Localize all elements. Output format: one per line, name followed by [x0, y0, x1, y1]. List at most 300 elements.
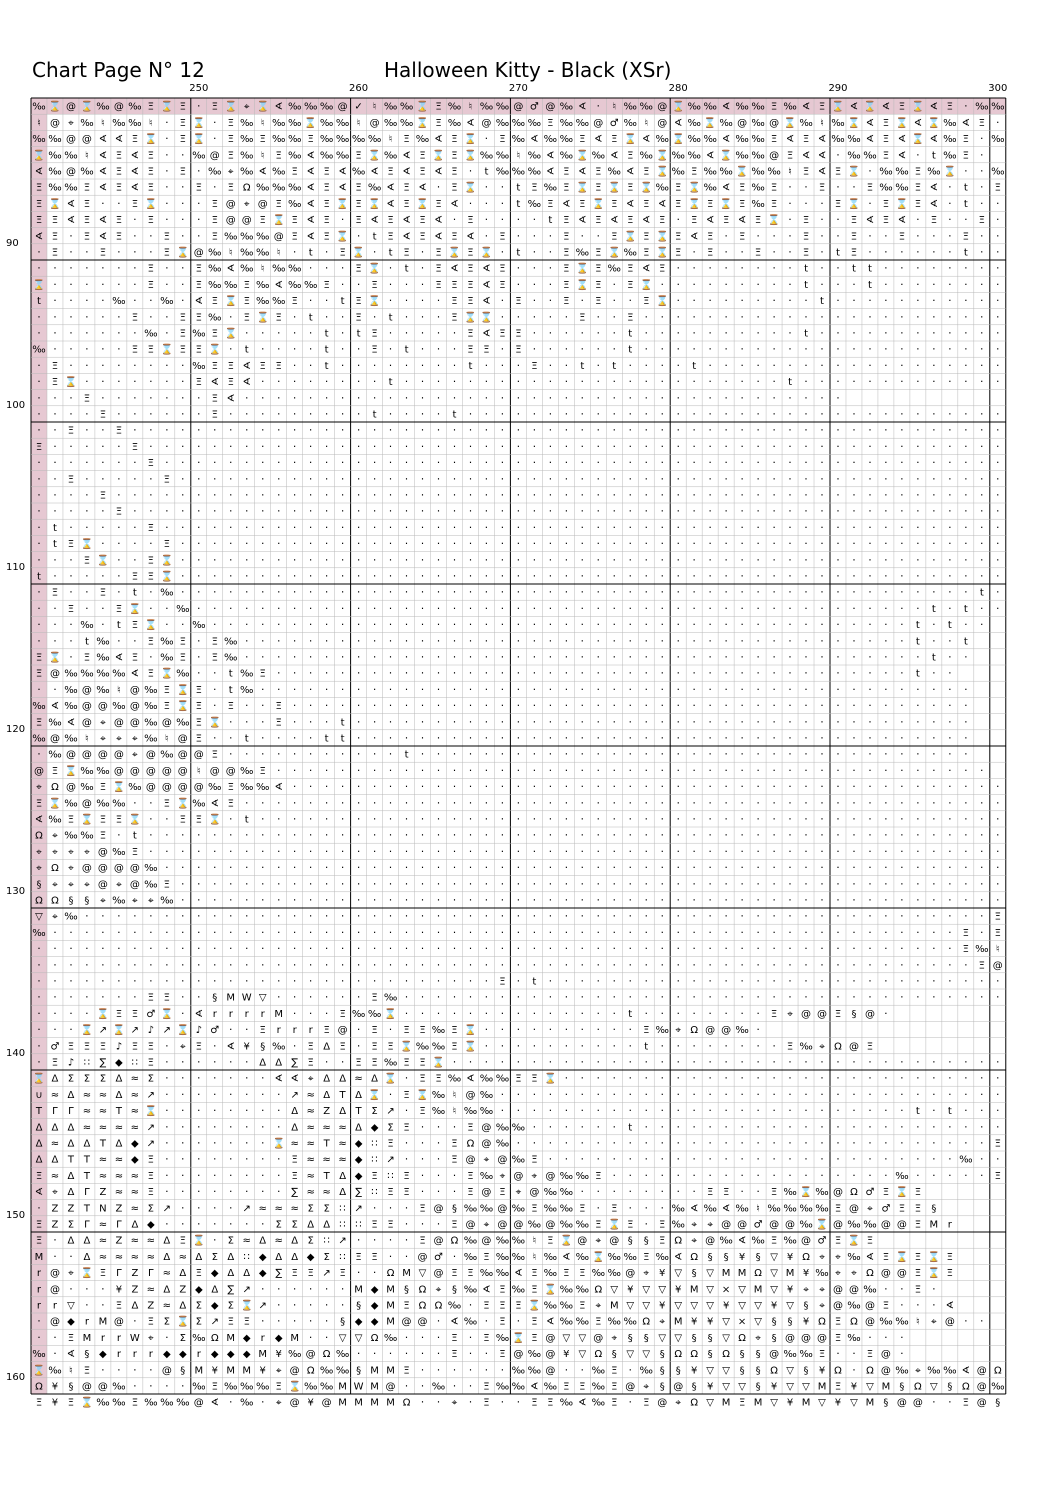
- stitch-symbol: Ξ: [179, 117, 186, 129]
- stitch-symbol: Ξ: [595, 1316, 602, 1328]
- stitch-symbol: ♮: [117, 684, 121, 696]
- stitch-symbol: ·: [644, 310, 648, 324]
- stitch-symbol: ·: [516, 310, 521, 324]
- stitch-symbol: ·: [85, 456, 89, 470]
- stitch-symbol: ·: [660, 456, 664, 470]
- stitch-symbol: ·: [404, 423, 409, 437]
- stitch-symbol: ·: [324, 1298, 329, 1312]
- stitch-symbol: ·: [948, 407, 952, 421]
- stitch-symbol: ·: [356, 569, 361, 583]
- stitch-symbol: @: [193, 749, 204, 761]
- stitch-symbol: ·: [740, 1104, 744, 1118]
- stitch-symbol: ·: [772, 423, 776, 437]
- stitch-symbol: ·: [756, 828, 760, 842]
- stitch-symbol: Ξ: [962, 944, 969, 956]
- stitch-symbol: Σ: [67, 1219, 75, 1231]
- stitch-symbol: ≈: [306, 1187, 315, 1199]
- stitch-symbol: ·: [932, 828, 936, 842]
- stitch-symbol: ·: [900, 650, 904, 664]
- stitch-symbol: ·: [788, 942, 792, 956]
- stitch-symbol: ·: [213, 1120, 217, 1134]
- stitch-symbol: ·: [117, 1363, 121, 1377]
- stitch-symbol: ·: [724, 1136, 728, 1150]
- stitch-symbol: ·: [612, 974, 617, 988]
- stitch-symbol: ·: [532, 423, 537, 437]
- stitch-symbol: M: [402, 1268, 411, 1280]
- stitch-symbol: §: [691, 1381, 697, 1393]
- stitch-symbol: ·: [436, 456, 441, 470]
- stitch-symbol: ◆: [194, 1284, 203, 1296]
- stitch-symbol: ·: [660, 780, 664, 794]
- stitch-symbol: ·: [564, 747, 569, 761]
- stitch-symbol: ⌛: [80, 814, 94, 826]
- stitch-symbol: ·: [101, 990, 105, 1004]
- stitch-symbol: ·: [884, 909, 888, 923]
- stitch-symbol: r: [260, 1008, 265, 1020]
- stitch-symbol: Ξ: [419, 215, 426, 227]
- stitch-symbol: t: [388, 312, 393, 324]
- stitch-symbol: ♮: [260, 150, 265, 162]
- stitch-symbol: ·: [692, 456, 696, 470]
- stitch-symbol: ·: [356, 650, 361, 664]
- stitch-symbol: ·: [612, 909, 617, 923]
- stitch-symbol: ·: [788, 213, 792, 227]
- stitch-symbol: ·: [964, 650, 968, 664]
- stitch-symbol: ‰: [847, 1219, 861, 1231]
- stitch-symbol: Ω: [51, 863, 59, 875]
- stitch-symbol: Ξ: [51, 377, 59, 389]
- stitch-symbol: ∢: [402, 231, 411, 243]
- stitch-symbol: Ξ: [227, 798, 234, 810]
- stitch-symbol: ‰: [575, 1219, 590, 1231]
- stitch-symbol: ⌖: [819, 1251, 825, 1263]
- stitch-symbol: ·: [436, 942, 441, 956]
- stitch-symbol: ·: [628, 294, 632, 308]
- stitch-symbol: ·: [181, 1120, 185, 1134]
- stitch-symbol: ·: [660, 958, 664, 972]
- stitch-symbol: ·: [532, 294, 537, 308]
- stitch-symbol: §: [36, 879, 42, 891]
- stitch-symbol: Ξ: [403, 1057, 410, 1069]
- stitch-symbol: ⌛: [160, 571, 174, 583]
- stitch-symbol: ·: [516, 634, 521, 648]
- stitch-symbol: ·: [580, 715, 585, 729]
- stitch-symbol: ·: [484, 925, 489, 939]
- stitch-symbol: ·: [420, 925, 425, 939]
- stitch-symbol: ‰: [703, 182, 717, 194]
- stitch-symbol: ·: [756, 277, 760, 291]
- stitch-symbol: ·: [724, 812, 728, 826]
- stitch-symbol: ·: [980, 472, 984, 486]
- stitch-symbol: ·: [836, 504, 840, 518]
- stitch-symbol: ‰: [943, 117, 957, 129]
- stitch-symbol: t: [132, 830, 137, 842]
- stitch-symbol: ·: [85, 277, 89, 291]
- stitch-symbol: ·: [356, 1266, 361, 1280]
- stitch-symbol: ·: [756, 229, 760, 243]
- stitch-symbol: ·: [133, 537, 137, 551]
- stitch-symbol: Δ: [275, 1251, 283, 1263]
- stitch-symbol: ·: [340, 407, 345, 421]
- stitch-symbol: ·: [149, 229, 153, 243]
- stitch-symbol: ·: [980, 342, 984, 356]
- stitch-symbol: ·: [948, 747, 952, 761]
- stitch-symbol: ·: [884, 812, 888, 826]
- stitch-symbol: Ξ: [51, 587, 59, 599]
- stitch-symbol: ·: [900, 1104, 904, 1118]
- stitch-symbol: ·: [804, 358, 808, 372]
- stitch-symbol: Ξ: [291, 166, 298, 178]
- stitch-symbol: ·: [676, 537, 680, 551]
- stitch-symbol: §: [707, 1332, 713, 1344]
- stitch-symbol: ·: [292, 553, 297, 567]
- stitch-symbol: Δ: [67, 1122, 75, 1134]
- stitch-symbol: Ξ: [51, 1057, 59, 1069]
- stitch-symbol: §: [627, 1332, 633, 1344]
- stitch-symbol: ·: [724, 1055, 728, 1069]
- stitch-symbol: ·: [308, 909, 313, 923]
- stitch-symbol: ¥: [802, 1316, 810, 1328]
- stitch-symbol: ·: [388, 456, 393, 470]
- stitch-symbol: ·: [740, 1006, 744, 1020]
- stitch-symbol: ·: [868, 1071, 872, 1085]
- stitch-symbol: ‰: [255, 247, 270, 259]
- stitch-symbol: ∢: [642, 215, 651, 227]
- stitch-symbol: ·: [388, 715, 393, 729]
- stitch-symbol: M: [194, 1365, 204, 1377]
- stitch-symbol: ▽: [642, 1284, 651, 1296]
- stitch-symbol: ‰: [255, 1381, 270, 1393]
- stitch-symbol: Ξ: [563, 1381, 570, 1393]
- stitch-symbol: M: [370, 1365, 379, 1377]
- stitch-symbol: ·: [756, 861, 760, 875]
- stitch-symbol: §: [451, 1203, 457, 1215]
- stitch-symbol: ·: [996, 375, 1000, 389]
- stitch-symbol: Ξ: [419, 1073, 426, 1085]
- stitch-symbol: ·: [85, 925, 89, 939]
- stitch-symbol: ·: [884, 277, 888, 291]
- stitch-symbol: ⌛: [160, 668, 174, 680]
- stitch-symbol: ·: [197, 472, 201, 486]
- stitch-symbol: ·: [372, 763, 377, 777]
- stitch-symbol: ·: [964, 439, 968, 453]
- stitch-symbol: ·: [868, 229, 872, 243]
- stitch-symbol: ♮: [916, 1316, 920, 1328]
- stitch-symbol: ·: [932, 326, 936, 340]
- stitch-symbol: @: [145, 749, 156, 761]
- stitch-symbol: ·: [564, 634, 569, 648]
- stitch-symbol: ·: [676, 958, 680, 972]
- stitch-symbol: @: [81, 684, 92, 696]
- stitch-symbol: ·: [500, 893, 505, 907]
- stitch-symbol: ·: [964, 326, 968, 340]
- stitch-symbol: ⌛: [703, 117, 717, 129]
- stitch-symbol: ·: [388, 342, 393, 356]
- stitch-symbol: ⌛: [895, 117, 909, 129]
- stitch-symbol: ·: [101, 261, 105, 275]
- stitch-symbol: ‰: [975, 101, 989, 113]
- stitch-symbol: r: [228, 1008, 233, 1020]
- stitch-symbol: ·: [756, 893, 760, 907]
- stitch-symbol: ‰: [287, 150, 302, 162]
- stitch-symbol: ·: [932, 634, 936, 648]
- stitch-symbol: ·: [292, 585, 297, 599]
- stitch-symbol: ·: [276, 1298, 281, 1312]
- stitch-symbol: ·: [484, 958, 489, 972]
- stitch-symbol: Ξ: [67, 1332, 75, 1344]
- stitch-symbol: ·: [53, 310, 57, 324]
- stitch-symbol: Ξ: [467, 1170, 474, 1182]
- stitch-symbol: ‰: [927, 166, 941, 178]
- stitch-symbol: ·: [820, 213, 824, 227]
- stitch-symbol: ·: [532, 812, 537, 826]
- stitch-symbol: Ξ: [371, 1057, 378, 1069]
- stitch-symbol: ·: [884, 439, 888, 453]
- stitch-symbol: ·: [308, 456, 313, 470]
- stitch-symbol: ·: [852, 342, 856, 356]
- stitch-symbol: ·: [197, 844, 201, 858]
- stitch-symbol: ·: [356, 618, 361, 632]
- stitch-symbol: ‰: [96, 765, 110, 777]
- stitch-symbol: ·: [580, 634, 585, 648]
- stitch-symbol: ·: [836, 1104, 840, 1118]
- stitch-symbol: @: [721, 1025, 732, 1037]
- stitch-symbol: ·: [548, 780, 553, 794]
- stitch-symbol: ·: [388, 634, 393, 648]
- stitch-symbol: ·: [772, 618, 776, 632]
- stitch-symbol: ‰: [160, 1397, 174, 1409]
- stitch-symbol: ♮: [756, 1203, 760, 1215]
- stitch-symbol: ·: [308, 1298, 313, 1312]
- stitch-symbol: ·: [548, 358, 553, 372]
- stitch-symbol: @: [113, 863, 124, 875]
- stitch-symbol: §: [995, 1397, 1001, 1409]
- stitch-symbol: ·: [500, 682, 505, 696]
- stitch-symbol: ·: [356, 909, 361, 923]
- stitch-symbol: Ω: [690, 1251, 698, 1263]
- stitch-symbol: Δ: [83, 1251, 91, 1263]
- stitch-symbol: ·: [692, 796, 696, 810]
- stitch-symbol: ·: [276, 942, 281, 956]
- stitch-symbol: ⌛: [192, 134, 206, 146]
- stitch-symbol: ·: [53, 407, 57, 421]
- stitch-symbol: Ξ: [595, 247, 602, 259]
- stitch-symbol: ·: [596, 925, 601, 939]
- stitch-symbol: Ω: [850, 1316, 858, 1328]
- stitch-symbol: ·: [564, 1055, 569, 1069]
- stitch-symbol: ∢: [721, 182, 731, 194]
- stitch-symbol: Ξ: [483, 1397, 490, 1409]
- stitch-symbol: ·: [484, 180, 489, 194]
- stitch-symbol: Ω: [418, 1300, 427, 1312]
- stitch-symbol: ·: [596, 488, 601, 502]
- stitch-symbol: ⌖: [100, 717, 106, 729]
- stitch-symbol: Ξ: [419, 166, 426, 178]
- stitch-symbol: Ξ: [866, 1041, 874, 1053]
- stitch-symbol: ∢: [578, 1397, 587, 1409]
- stitch-symbol: ·: [644, 472, 648, 486]
- stitch-symbol: ·: [37, 488, 41, 502]
- stitch-symbol: §: [787, 1316, 793, 1328]
- stitch-symbol: ·: [596, 780, 601, 794]
- stitch-symbol: ·: [740, 1136, 744, 1150]
- stitch-symbol: Ω: [306, 1365, 315, 1377]
- stitch-symbol: ♪: [115, 1041, 123, 1053]
- stitch-symbol: ·: [548, 844, 553, 858]
- stitch-symbol: ·: [37, 1201, 41, 1215]
- stitch-symbol: ·: [740, 925, 744, 939]
- stitch-symbol: ·: [564, 942, 569, 956]
- stitch-symbol: Δ: [323, 1089, 331, 1101]
- stitch-symbol: r: [260, 1332, 265, 1344]
- stitch-symbol: ·: [836, 909, 840, 923]
- stitch-symbol: ·: [756, 958, 760, 972]
- stitch-symbol: @: [465, 1154, 476, 1166]
- stitch-symbol: Δ: [227, 1251, 235, 1263]
- stitch-symbol: ▽: [67, 1300, 75, 1312]
- stitch-symbol: ·: [420, 342, 425, 356]
- stitch-symbol: ·: [612, 812, 617, 826]
- stitch-symbol: ·: [628, 877, 632, 891]
- stitch-symbol: ·: [37, 520, 41, 534]
- stitch-symbol: ·: [660, 618, 664, 632]
- stitch-symbol: ·: [756, 1023, 760, 1037]
- stitch-symbol: @: [145, 782, 156, 794]
- stitch-symbol: ▽: [754, 1316, 762, 1328]
- stitch-symbol: ·: [724, 780, 728, 794]
- stitch-symbol: ·: [692, 488, 696, 502]
- stitch-symbol: ⌖: [52, 879, 58, 891]
- stitch-symbol: ‰: [671, 166, 685, 178]
- stitch-symbol: ·: [932, 861, 936, 875]
- stitch-symbol: ⌛: [288, 1381, 301, 1393]
- stitch-symbol: ·: [628, 1201, 632, 1215]
- stitch-symbol: ◆: [370, 1316, 379, 1328]
- stitch-symbol: ·: [852, 1168, 856, 1182]
- stitch-symbol: ·: [980, 844, 984, 858]
- stitch-symbol: ·: [788, 294, 792, 308]
- stitch-symbol: ·: [996, 569, 1000, 583]
- stitch-symbol: ·: [244, 650, 249, 664]
- stitch-symbol: @: [545, 1349, 556, 1361]
- stitch-symbol: ¥: [675, 1284, 682, 1296]
- stitch-symbol: Ξ: [131, 652, 139, 664]
- stitch-symbol: ·: [868, 731, 872, 745]
- stitch-symbol: ·: [356, 925, 361, 939]
- stitch-symbol: Ξ: [579, 1268, 586, 1280]
- stitch-symbol: ·: [229, 407, 233, 421]
- stitch-symbol: ·: [260, 1185, 265, 1199]
- stitch-symbol: ·: [820, 520, 824, 534]
- stitch-symbol: Ξ: [387, 1219, 394, 1231]
- stitch-symbol: ·: [820, 261, 824, 275]
- stitch-symbol: ⌖: [68, 879, 74, 891]
- stitch-symbol: ·: [276, 601, 281, 615]
- stitch-symbol: ·: [964, 844, 968, 858]
- stitch-symbol: Ω: [802, 1251, 810, 1263]
- stitch-symbol: ·: [276, 520, 281, 534]
- stitch-symbol: ·: [468, 731, 473, 745]
- stitch-symbol: ·: [181, 1006, 185, 1020]
- stitch-symbol: ·: [708, 407, 712, 421]
- stitch-symbol: ·: [900, 942, 904, 956]
- stitch-symbol: ·: [980, 375, 984, 389]
- stitch-symbol: ·: [900, 520, 904, 534]
- stitch-symbol: ·: [324, 1314, 329, 1328]
- stitch-symbol: Ξ: [467, 247, 474, 259]
- stitch-symbol: ·: [292, 634, 297, 648]
- stitch-symbol: Ξ: [579, 1203, 586, 1215]
- stitch-symbol: Ξ: [770, 1008, 778, 1020]
- stitch-symbol: ·: [548, 245, 553, 259]
- stitch-symbol: ·: [852, 780, 856, 794]
- stitch-symbol: Ξ: [115, 231, 123, 243]
- stitch-symbol: ·: [564, 925, 569, 939]
- stitch-symbol: ∢: [817, 150, 827, 162]
- stitch-symbol: ·: [292, 1314, 297, 1328]
- stitch-symbol: ·: [852, 456, 856, 470]
- stitch-symbol: ·: [69, 456, 73, 470]
- stitch-symbol: ·: [708, 731, 712, 745]
- stitch-symbol: ·: [244, 715, 249, 729]
- stitch-symbol: ·: [420, 261, 425, 275]
- stitch-symbol: ⌛: [112, 782, 126, 794]
- stitch-symbol: ·: [468, 715, 473, 729]
- stitch-symbol: ·: [308, 958, 313, 972]
- stitch-symbol: ·: [964, 375, 968, 389]
- stitch-symbol: Ω: [690, 1397, 698, 1409]
- stitch-symbol: ·: [836, 423, 840, 437]
- stitch-symbol: ·: [628, 407, 632, 421]
- stitch-symbol: ·: [372, 310, 377, 324]
- stitch-symbol: Ξ: [99, 830, 107, 842]
- stitch-symbol: ·: [229, 812, 233, 826]
- stitch-symbol: ·: [37, 1055, 41, 1069]
- stitch-symbol: ·: [324, 245, 329, 259]
- stitch-symbol: @: [97, 701, 108, 713]
- stitch-symbol: ·: [996, 990, 1000, 1004]
- stitch-symbol: ▽: [658, 1284, 667, 1296]
- stitch-symbol: Ξ: [115, 425, 123, 437]
- stitch-symbol: ∢: [929, 182, 939, 194]
- stitch-symbol: ♮: [85, 150, 89, 162]
- stitch-symbol: ◆: [242, 1332, 251, 1344]
- stitch-symbol: ‰: [671, 150, 685, 162]
- stitch-symbol: ·: [516, 974, 521, 988]
- stitch-symbol: ·: [260, 1282, 265, 1296]
- stitch-symbol: Ξ: [435, 101, 442, 113]
- stitch-symbol: Ω: [35, 830, 43, 842]
- stitch-symbol: ⌛: [464, 1041, 477, 1053]
- stitch-symbol: ·: [852, 634, 856, 648]
- stitch-symbol: ·: [916, 358, 920, 372]
- stitch-symbol: ·: [772, 520, 776, 534]
- stitch-symbol: ⌛: [640, 279, 653, 291]
- stitch-symbol: ·: [644, 456, 648, 470]
- stitch-symbol: ·: [964, 618, 968, 632]
- stitch-symbol: ·: [868, 747, 872, 761]
- stitch-symbol: ·: [213, 1217, 217, 1231]
- stitch-symbol: Ξ: [834, 1332, 842, 1344]
- stitch-symbol: ·: [916, 1071, 920, 1085]
- stitch-symbol: ·: [884, 942, 888, 956]
- stitch-symbol: ·: [852, 585, 856, 599]
- stitch-symbol: ·: [181, 375, 185, 389]
- stitch-symbol: ·: [117, 634, 121, 648]
- stitch-symbol: ·: [356, 456, 361, 470]
- stitch-symbol: ∢: [817, 134, 827, 146]
- stitch-symbol: ·: [468, 164, 473, 178]
